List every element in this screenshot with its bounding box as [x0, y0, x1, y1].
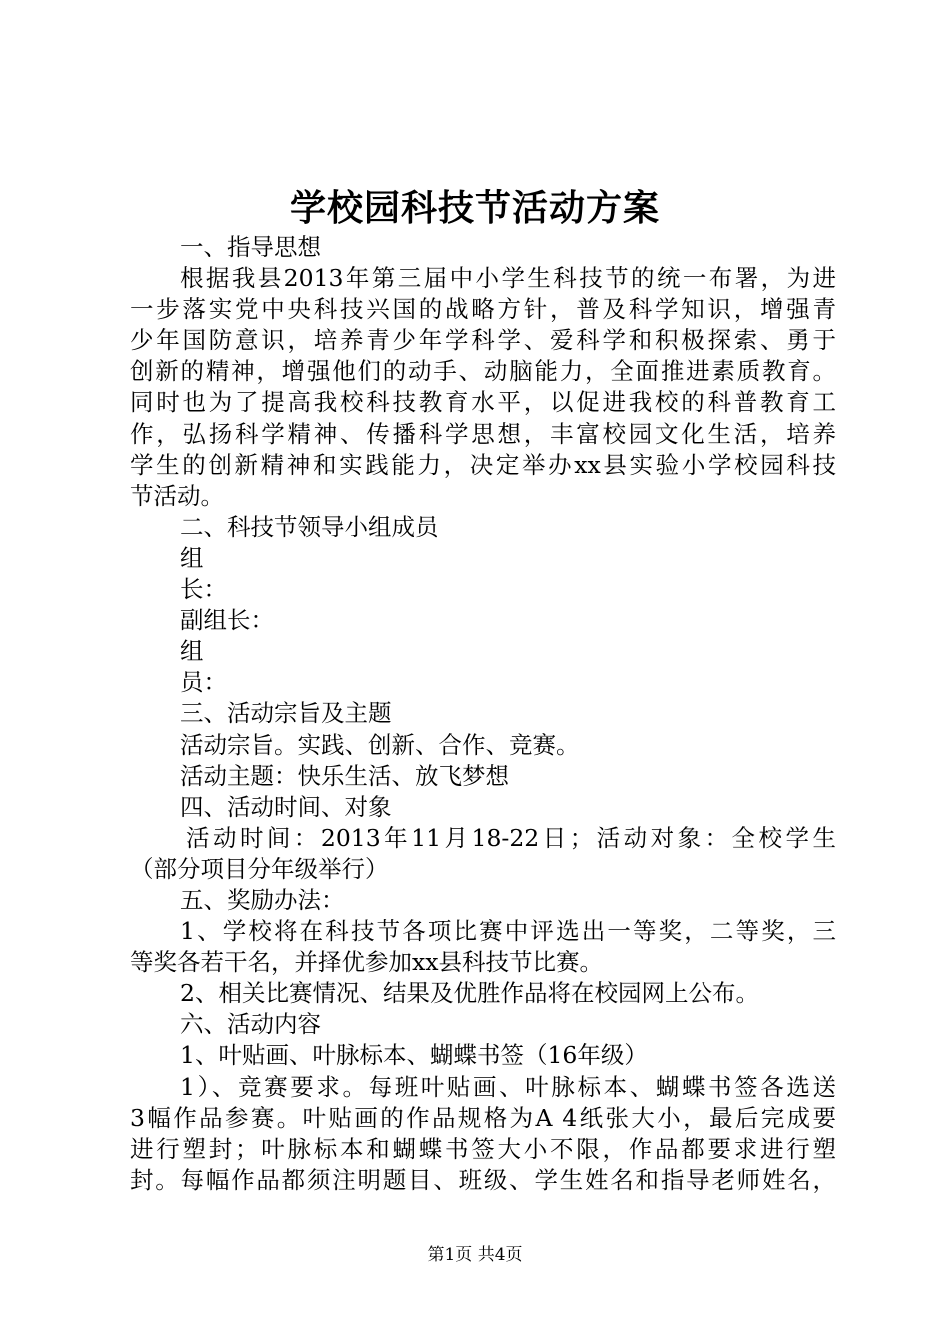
paragraph-line: 3幅作品参赛。叶贴画的作品规格为A 4纸张大小，最后完成要: [130, 1103, 836, 1132]
paragraph-line: 活动主题：快乐生活、放飞梦想: [180, 761, 509, 790]
paragraph-line: 少年国防意识，培养青少年学科学、爱科学和积极探索、勇于: [130, 326, 836, 355]
vice-leader-label: 副组长：: [180, 606, 274, 635]
paragraph-line: 1、学校将在科技节各项比赛中评选出一等奖，二等奖，三: [180, 917, 836, 946]
paragraph-line: 进行塑封；叶脉标本和蝴蝶书签大小不限，作品都要求进行塑: [130, 1134, 836, 1163]
document-title: 学校园科技节活动方案: [289, 187, 660, 229]
paragraph-line: （部分项目分年级举行）: [130, 854, 389, 883]
paragraph-line: 活动时间：2013年11月18-22日；活动对象：全校学生: [186, 823, 836, 852]
paragraph-line: 活动宗旨。实践、创新、合作、竞赛。: [180, 730, 580, 759]
paragraph-line: 一步落实党中央科技兴国的战略方针，普及科学知识，增强青: [130, 295, 836, 324]
paragraph-line: 作，弘扬科学精神、传播科学思想，丰富校园文化生活，培养: [130, 419, 836, 448]
leader-label: 长：: [180, 575, 227, 604]
paragraph-line: 等奖各若干名，并择优参加xx县科技节比赛。: [130, 948, 604, 977]
section-heading: 四、活动时间、对象: [180, 792, 392, 821]
paragraph-line: 同时也为了提高我校科技教育水平，以促进我校的科普教育工: [130, 388, 836, 417]
document-body: [130, 232, 836, 1196]
section-heading: 一、指导思想: [180, 233, 321, 261]
paragraph-line: 节活动。: [130, 481, 224, 510]
paragraph-line: 创新的精神，增强他们的动手、动脑能力，全面推进素质教育。: [130, 357, 836, 386]
paragraph-line: 封。每幅作品都须注明题目、班级、学生姓名和指导老师姓名，: [130, 1165, 836, 1194]
subsection-heading: 1、叶贴画、叶脉标本、蝴蝶书签（16年级）: [180, 1041, 648, 1070]
section-heading: 三、活动宗旨及主题: [180, 699, 392, 728]
paragraph-line: 1）、竞赛要求。每班叶贴画、叶脉标本、蝴蝶书签各选送: [180, 1072, 836, 1101]
member-label: 组: [180, 637, 204, 666]
paragraph-line: 2、相关比赛情况、结果及优胜作品将在校园网上公布。: [180, 979, 759, 1008]
paragraph-line: 学生的创新精神和实践能力，决定举办xx县实验小学校园科技: [130, 450, 836, 479]
member-label: 员：: [180, 668, 227, 697]
page-footer: 第1页 共4页: [427, 1245, 523, 1265]
section-heading: 二、科技节领导小组成员: [180, 512, 439, 541]
leader-label: 组: [180, 543, 204, 572]
section-heading: 六、活动内容: [180, 1010, 321, 1039]
paragraph-line: 根据我县2013年第三届中小学生科技节的统一布署，为进: [180, 264, 836, 293]
section-heading: 五、奖励办法：: [180, 885, 345, 914]
